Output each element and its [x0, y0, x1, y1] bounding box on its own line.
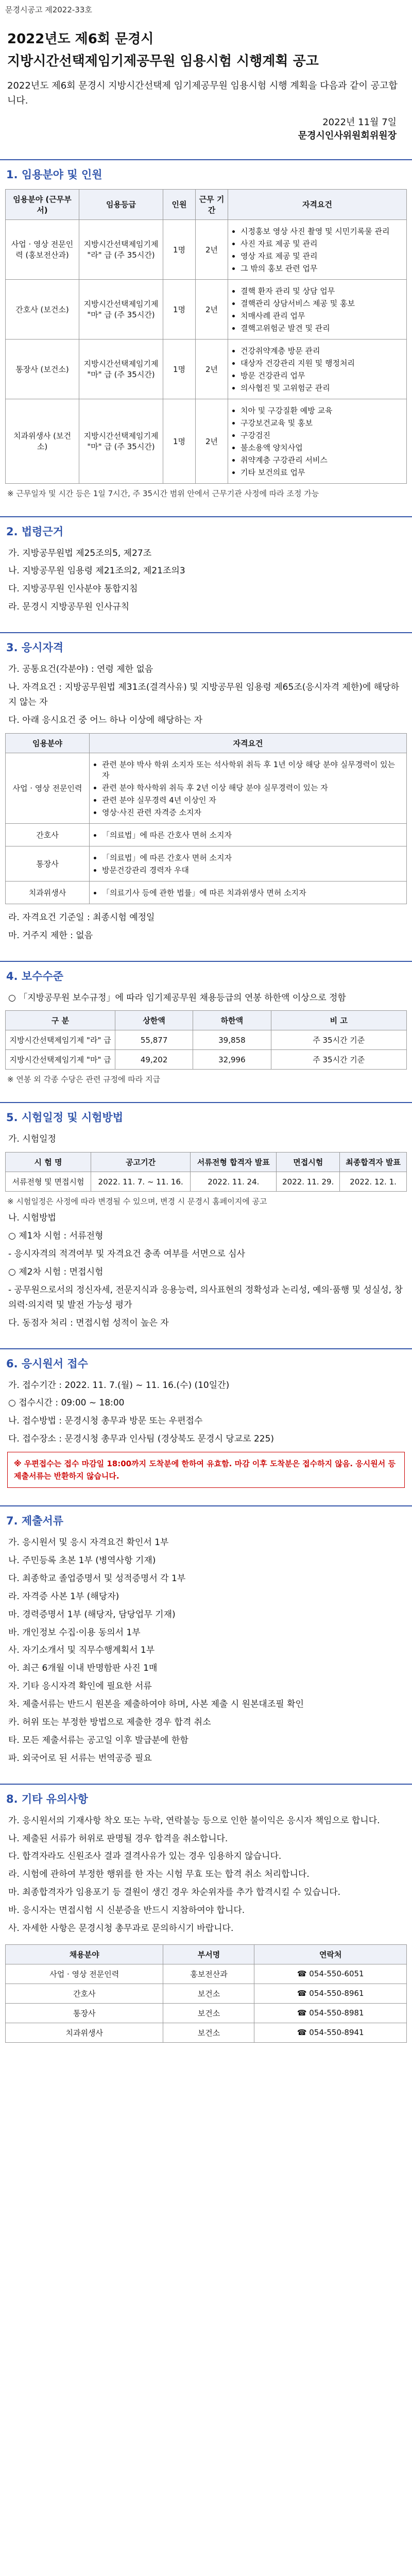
list-item: 가. 공통요건(각분야) : 연령 제한 없음 [8, 664, 153, 675]
schedule-note: ※ 시험일정은 사정에 따라 변경될 수 있으며, 변경 시 문경시 홈페이지에 공고 [7, 1197, 267, 1207]
table-cell: 2년 [196, 339, 228, 399]
list-item: 카. 허위 또는 부정한 방법으로 제출한 경우 합격 취소 [8, 1717, 211, 1727]
section-positions [0, 159, 412, 499]
intro-text: 2022년도 제6회 문경시 지방시간선택제 임기제공무원 임용시험 시행 계획을 다음과 같이 공고합니다. [7, 80, 398, 106]
table-cell: 서류전형 및 면접시험 [6, 1172, 91, 1192]
list-item: 나. 주민등록 초본 1부 (병역사항 기재) [8, 1555, 156, 1566]
eligibility-table [5, 733, 407, 904]
section-title: 7. 제출서류 [6, 1515, 64, 1528]
list-item: • 기타 보건의료 업무 [241, 467, 403, 478]
table-cell: 주 35시간 기준 [271, 1030, 406, 1050]
table-cell: 간호사 [6, 823, 90, 846]
section-title: 5. 시험일정 및 시험방법 [6, 1111, 124, 1124]
section-title: 1. 임용분야 및 인원 [6, 168, 102, 181]
list-item: • 시정홍보 영상 사진 촬영 및 시민기록물 관리 [241, 226, 403, 236]
table-cell: 2022. 11. 24. [191, 1172, 277, 1192]
list-item: • 구강검진 [241, 430, 403, 440]
list-item: • 불소용액 양치사업 [241, 442, 403, 453]
requirement-list [93, 759, 403, 818]
list-item: • 「의료법」에 따른 간호사 면허 소지자 [102, 852, 403, 863]
list-item: • 「의료기사 등에 관한 법률」에 따른 치과위생사 면허 소지자 [102, 887, 403, 898]
table-cell: 치과위생사 [6, 881, 90, 904]
table-cell [90, 823, 407, 846]
section-title: 2. 법령근거 [6, 525, 64, 538]
table-cell: 32,996 [193, 1050, 271, 1070]
table-header: 구 분 [6, 1011, 115, 1030]
table-cell: 지방시간선택제임기제 "라" 급 [6, 1030, 115, 1050]
notice-org: 문경시인사위원회위원장 [298, 130, 397, 141]
list-item: 나. 자격요건 : 지방공무원법 제31조(결격사유) 및 지방공무원 임용령 제65조(응시자격 제한)에 해당하지 않는 자 [8, 682, 399, 707]
table-header: 인원 [163, 189, 196, 219]
list-item: 파. 외국어로 된 서류는 번역공증 필요 [8, 1753, 152, 1764]
title-block [0, 15, 412, 142]
warning-text: ※ 우편접수는 접수 마감일 18:00까지 도착분에 한하여 유효함. 마감 이후 도착분은 접수하지 않음. 응시원서 등 제출서류는 반환하지 않습니다. [14, 1459, 396, 1481]
schedule-table [5, 1152, 407, 1192]
table-cell: 지방시간선택제임기제 "마" 급 (주 35시간) [79, 399, 163, 483]
table-header: 공고기간 [91, 1153, 190, 1172]
list-item: • 결핵관리 상담서비스 제공 및 홍보 [241, 298, 403, 309]
section-title: 6. 응시원서 접수 [6, 1357, 88, 1370]
list-item: • 대상자 건강관리 지원 및 행정처리 [241, 358, 403, 368]
table-row [6, 279, 407, 339]
requirement-list [93, 829, 403, 840]
table-cell: 2022. 11. 29. [277, 1172, 340, 1192]
list-item: ○ 접수시간 : 09:00 ~ 18:00 [8, 1398, 125, 1409]
table-cell [228, 279, 407, 339]
table-header: 상한액 [115, 1011, 193, 1030]
table-cell: 1명 [163, 399, 196, 483]
table-cell: 2년 [196, 279, 228, 339]
table-cell: 지방시간선택제임기제 "마" 급 [6, 1050, 115, 1070]
application-warning-box [7, 1452, 405, 1488]
list-item: • 구강보건교육 및 홍보 [241, 417, 403, 428]
list-item: 바. 개인정보 수집·이용 동의서 1부 [8, 1627, 141, 1638]
list-item: • 사진 자료 제공 및 관리 [241, 238, 403, 249]
list-item: 마. 경력증명서 1부 (해당자, 담당업무 기재) [8, 1609, 176, 1620]
section-documents [0, 1505, 412, 1766]
list-item: 나. 제출된 서류가 허위로 판명될 경우 합격을 취소합니다. [8, 1833, 228, 1844]
table-cell: 55,877 [115, 1030, 193, 1050]
table-row [6, 823, 407, 846]
list-item: ○ 제1차 시험 : 서류전형 [8, 1231, 104, 1242]
table-cell: 39,858 [193, 1030, 271, 1050]
list-item: 마. 거주지 제한 : 없음 [8, 930, 93, 941]
table-header: 임용분야 (근무부서) [6, 189, 79, 219]
table-cell: 통장사 (보건소) [6, 339, 79, 399]
table-cell: 지방시간선택제임기제 "마" 급 (주 35시간) [79, 339, 163, 399]
list-item: • 건강취약계층 방문 관리 [241, 345, 403, 356]
requirement-list [93, 887, 403, 898]
table-cell: 2022. 12. 1. [340, 1172, 407, 1192]
salary-lead: ○ 「지방공무원 보수규정」에 따라 임기제공무원 채용등급의 연봉 하한액 이상으로 정함 [8, 992, 346, 1003]
table-header: 비 고 [271, 1011, 406, 1030]
table-cell: ☎ 054-550-8981 [254, 2003, 407, 2023]
table-cell [90, 753, 407, 823]
table-cell: 49,202 [115, 1050, 193, 1070]
section-title: 8. 기타 유의사항 [6, 1792, 88, 1805]
list-item: 자. 기타 응시자격 확인에 필요한 서류 [8, 1681, 152, 1692]
positions-table [5, 189, 407, 484]
list-item: 타. 모든 제출서류는 공고일 이후 발급분에 한함 [8, 1735, 188, 1745]
list-item: 가. 응시원서의 기재사항 착오 또는 누락, 연락불능 등으로 인한 불이익은 응시자 책임으로 합니다. [8, 1815, 380, 1826]
list-item: • 「의료법」에 따른 간호사 면허 소지자 [102, 829, 403, 840]
requirement-list [231, 345, 403, 393]
list-item: 다. 접수장소 : 문경시청 총무과 인사팀 (경상북도 문경시 당교로 225) [8, 1434, 274, 1445]
table-cell: 통장사 [6, 2003, 163, 2023]
table-row [6, 1030, 407, 1050]
list-item: • 방문 건강관리 업무 [241, 370, 403, 381]
list-item: • 그 밖의 홍보 관련 업무 [241, 263, 403, 274]
list-item: 사. 자세한 사항은 문경시청 총무과로 문의하시기 바랍니다. [8, 1923, 234, 1934]
table-header: 연락처 [254, 1944, 407, 1964]
salary-note: ※ 연봉 외 각종 수당은 관련 규정에 따라 지급 [7, 1075, 161, 1084]
notice-number: 문경시공고 제2022-33호 [5, 5, 92, 14]
requirement-list [231, 285, 403, 333]
table-header: 채용분야 [6, 1944, 163, 1964]
list-item: - 응시자격의 적격여부 및 자격요건 충족 여부를 서면으로 심사 [8, 1249, 245, 1260]
list-item: 나. 시험방법 [8, 1213, 56, 1224]
table-cell: 보건소 [163, 1984, 254, 2003]
list-item: 다. 지방공무원 인사분야 통합지침 [8, 584, 138, 595]
table-cell: 2022. 11. 7. ~ 11. 16. [91, 1172, 190, 1192]
table-row [6, 1050, 407, 1070]
list-item: 가. 접수기간 : 2022. 11. 7.(월) ~ 11. 16.(수) (10일간) [8, 1380, 230, 1391]
table-header: 근무 기간 [196, 189, 228, 219]
table-row [6, 2023, 407, 2042]
table-row [6, 846, 407, 881]
table-cell: 사업 · 영상 전문인력 [6, 753, 90, 823]
list-item: 라. 문경시 지방공무원 인사규칙 [8, 602, 130, 613]
list-item: 라. 자격요건 기준일 : 최종시험 예정일 [8, 912, 155, 923]
list-item: • 의사협진 및 고위험군 관리 [241, 382, 403, 393]
section-salary [0, 961, 412, 1085]
notice-date: 2022년 11월 7일 [322, 116, 397, 128]
contact-table [5, 1944, 407, 2043]
table-cell: 치과위생사 (보건소) [6, 399, 79, 483]
table-cell: 간호사 (보건소) [6, 279, 79, 339]
list-item: 다. 최종학교 졸업증명서 및 성적증명서 각 1부 [8, 1573, 186, 1584]
section-application [0, 1348, 412, 1488]
section-schedule [0, 1102, 412, 1330]
table-header: 자격요건 [228, 189, 407, 219]
table-cell: 2년 [196, 399, 228, 483]
table-cell [228, 339, 407, 399]
section-title: 4. 보수수준 [6, 970, 64, 982]
table-cell: 사업 · 영상 전문인력 [6, 1964, 163, 1984]
table-cell: ☎ 054-550-6051 [254, 1964, 407, 1984]
table-header: 면접시험 [277, 1153, 340, 1172]
table-cell: 치과위생사 [6, 2023, 163, 2042]
table-row [6, 2003, 407, 2023]
table-cell: ☎ 054-550-8961 [254, 1984, 407, 2003]
table-cell: 홍보전산과 [163, 1964, 254, 1984]
table-cell [90, 881, 407, 904]
table-cell: 간호사 [6, 1984, 163, 2003]
list-item: 라. 시험에 관하여 부정한 행위를 한 자는 시험 무효 또는 합격 취소 처리합니다. [8, 1869, 310, 1880]
table-header: 하한액 [193, 1011, 271, 1030]
section-title: 3. 응시자격 [6, 641, 64, 654]
table-row [6, 219, 407, 279]
positions-note: ※ 근무일자 및 시간 등은 1일 7시간, 주 35시간 범위 안에서 근무기관 사정에 따라 조정 가능 [7, 488, 319, 498]
requirement-list [231, 226, 403, 274]
requirement-list [231, 405, 403, 478]
table-row [6, 1984, 407, 2003]
list-item: 라. 자격증 사본 1부 (해당자) [8, 1591, 119, 1602]
table-row [6, 339, 407, 399]
table-row [6, 399, 407, 483]
table-row [6, 881, 407, 904]
table-cell: 2년 [196, 219, 228, 279]
table-cell: ☎ 054-550-8941 [254, 2023, 407, 2042]
section-eligibility [0, 632, 412, 943]
section-notes [0, 1784, 412, 2043]
table-header: 임용분야 [6, 733, 90, 753]
table-cell: 지방시간선택제임기제 "라" 급 (주 35시간) [79, 219, 163, 279]
table-row [6, 1172, 407, 1192]
list-item: 다. 합격자라도 신원조사 결과 결격사유가 있는 경우 임용하지 않습니다. [8, 1851, 282, 1862]
list-item: • 영상·사진 관련 자격증 소지자 [102, 807, 403, 818]
requirement-list [93, 852, 403, 875]
list-item: 아. 최근 6개월 이내 반명함판 사진 1매 [8, 1663, 158, 1674]
table-cell: 사업 · 영상 전문인력 (홍보전산과) [6, 219, 79, 279]
list-item: ○ 제2차 시험 : 면접시험 [8, 1266, 104, 1277]
list-item: • 취약계층 구강관리 서비스 [241, 454, 403, 465]
list-item: - 공무원으로서의 정신자세, 전문지식과 응용능력, 의사표현의 정확성과 논리성, 예의·품행 및 성실성, 창의력·의지력 및 발전 가능성 평가 [8, 1284, 403, 1310]
list-item: • 영상 자료 제공 및 관리 [241, 250, 403, 261]
list-item: 나. 지방공무원 임용령 제21조의2, 제21조의3 [8, 566, 185, 577]
list-item: 마. 최종합격자가 임용포기 등 결원이 생긴 경우 차순위자를 추가 합격시킬 수 있습니다. [8, 1887, 341, 1898]
list-item: 나. 접수방법 : 문경시청 총무과 방문 또는 우편접수 [8, 1416, 203, 1427]
list-item: 다. 아래 응시요건 중 어느 하나 이상에 해당하는 자 [8, 715, 203, 725]
table-cell: 주 35시간 기준 [271, 1050, 406, 1070]
table-cell: 지방시간선택제임기제 "마" 급 (주 35시간) [79, 279, 163, 339]
list-item: • 치아 및 구강질환 예방 교육 [241, 405, 403, 416]
table-cell [228, 399, 407, 483]
table-cell: 통장사 [6, 846, 90, 881]
list-item: 바. 응시자는 면접시험 시 신분증을 반드시 지참하여야 합니다. [8, 1905, 245, 1916]
list-item: 가. 응시원서 및 응시 자격요건 확인서 1부 [8, 1537, 169, 1548]
table-header: 시 험 명 [6, 1153, 91, 1172]
page-title-line2: 지방시간선택제임기제공무원 임용시험 시행계획 공고 [7, 54, 319, 69]
section-legal-basis [0, 516, 412, 615]
table-cell: 1명 [163, 219, 196, 279]
list-item: • 치매사례 관리 업무 [241, 310, 403, 321]
table-cell: 1명 [163, 279, 196, 339]
table-header: 부서명 [163, 1944, 254, 1964]
list-item: 가. 지방공무원법 제25조의5, 제27조 [8, 548, 152, 558]
list-item: • 결핵 환자 관리 및 상담 업무 [241, 285, 403, 296]
list-item: 사. 자기소개서 및 직무수행계획서 1부 [8, 1645, 155, 1656]
list-item: 다. 동점자 처리 : 면접시험 성적이 높은 자 [8, 1317, 169, 1328]
table-header: 임용등급 [79, 189, 163, 219]
list-item: • 관련 분야 학사학위 취득 후 2년 이상 해당 분야 실무경력이 있는 자 [102, 782, 403, 793]
list-item: • 결핵고위험군 발견 및 관리 [241, 323, 403, 333]
table-cell: 보건소 [163, 2003, 254, 2023]
table-header: 서류전형 합격자 발표 [191, 1153, 277, 1172]
list-item: • 관련 분야 실무경력 4년 이상인 자 [102, 794, 403, 805]
list-item: • 관련 분야 박사 학위 소지자 또는 석사학위 취득 후 1년 이상 해당 분야 실무경력이 있는 자 [102, 759, 403, 781]
table-cell: 1명 [163, 339, 196, 399]
list-item: 차. 제출서류는 반드시 원본을 제출하여야 하며, 사본 제출 시 원본대조필 확인 [8, 1699, 304, 1710]
schedule-lead: 가. 시험일정 [8, 1134, 56, 1145]
table-row [6, 1964, 407, 1984]
list-item: • 방문건강관리 경력자 우대 [102, 865, 403, 875]
salary-table [5, 1010, 407, 1070]
table-cell [90, 846, 407, 881]
table-header: 자격요건 [90, 733, 407, 753]
page-title-line1: 2022년도 제6회 문경시 [7, 31, 154, 47]
table-header: 최종합격자 발표 [340, 1153, 407, 1172]
table-cell [228, 219, 407, 279]
table-cell: 보건소 [163, 2023, 254, 2042]
table-row [6, 753, 407, 823]
